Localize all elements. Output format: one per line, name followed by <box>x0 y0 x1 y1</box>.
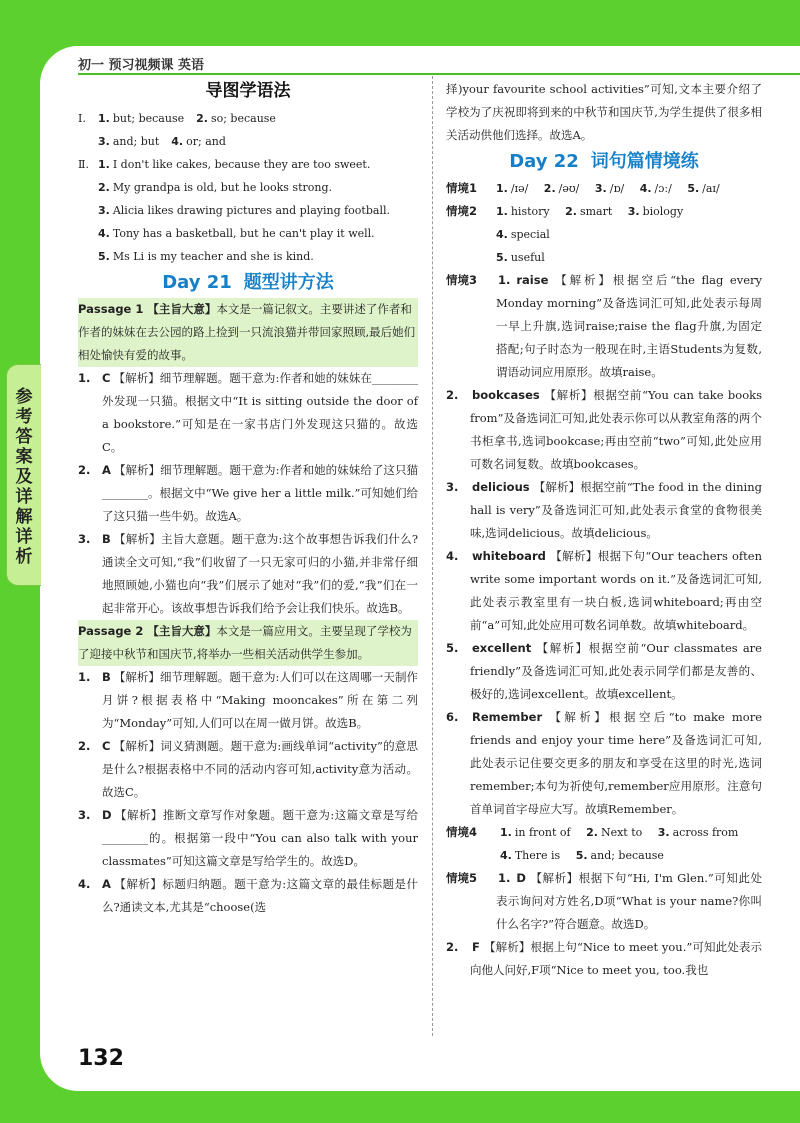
answer-item: 4. A 【解析】标题归纳题。题干意为:这篇文章的最佳标题是什么?通读文本,尤其是“choose(选 <box>78 877 418 914</box>
roman-numeral: Ⅰ. <box>78 112 86 125</box>
situation-1: 情境1 1. /ɪə/ 2. /əʊ/ 3. /ɒ/ 4. /ɔː/ 5. /aɪ/ <box>446 181 720 195</box>
situation-3: 情境3 1. raise 【解析】根据空后“the flag every Monday morning”及备选词汇可知,此处表示每周一早上升旗,选词raise;raise the flag升旗,为固定搭配;句子时态为一般现在时,主语Students为复数,谓语动词应用原形。故填raise。 <box>446 273 762 379</box>
situation-4: 情境4 1. in front of 2. Next to 3. across from 4. There is 5. and; because <box>446 825 739 862</box>
column-divider <box>432 76 433 1036</box>
grammar-sentence: 2. My grandpa is old, but he looks strong. <box>98 181 333 194</box>
grammar-sentence: 4. Tony has a basketball, but he can't play it well. <box>98 227 375 240</box>
running-header: 初一 预习视频课 英语 <box>78 58 205 73</box>
answer-item: 2. bookcases 【解析】根据空前“You can take books from”及备选词汇可知,此处表示你可以从教室角落的两个书柜拿书,选词bookcase;再由空前“two”可知,此处应用可数名词复数。故填bookcases。 <box>446 388 762 471</box>
answer-item: 3. D 【解析】推断文章写作对象题。题干意为:这篇文章是写给________的。根据第一段中“You can also talk with your classmates”可知这篇文章是写给学生的。故选D。 <box>78 808 418 868</box>
day21-title: Day 21 题型讲方法 <box>162 272 334 293</box>
grammar-sentence: Ⅱ. 1. I don't like cakes, because they are too sweet. <box>78 153 418 176</box>
continued-answer: 择)your favourite school activities”可知,文本主要介绍了学校为了庆祝即将到来的中秋节和国庆节,为学生提供了很多相关活动供他们选择。故选A。 <box>446 82 762 142</box>
answer-item: 3. delicious 【解析】根据空前“The food in the dining hall is very”及备选词汇可知,此处表示食堂的食物很美味,选词delicious。故填delicious。 <box>446 480 762 540</box>
answer-item: 2. F 【解析】根据上句“Nice to meet you.”可知此处表示向他人问好,F项“Nice to meet you, too.我也 <box>446 940 762 977</box>
passage1-summary: Passage 1 【主旨大意】本文是一篇记叙文。主要讲述了作者和作者的妹妹在去公园的路上捡到一只流浪猫并带回家照顾,最后她们相处愉快有爱的故事。 <box>78 298 418 367</box>
situation-2: 情境2 1. history 2. smart 3. biology 4. special 5. useful <box>446 204 684 264</box>
situation-5: 情境5 1. D 【解析】根据下句“Hi, I'm Glen.”可知此处表示询问对方姓名,D项“What is your name?你叫什么名字?”符合题意。故选D。 <box>446 871 762 931</box>
answer-item: 2. A 【解析】细节理解题。题干意为:作者和她的妹妹给了这只猫________。根据文中“We give her a little milk.”可知她们给了这只猫一些牛奶。故选A。 <box>78 463 418 523</box>
side-tab-label: 参 考 答 案 及 详 解 详 析 <box>15 387 33 567</box>
answer-item: 5. excellent 【解析】根据空前“Our classmates are friendly”及备选词汇可知,此处表示同学们都是友善的、极好的,选词excellent。故填excellent。 <box>446 641 762 701</box>
grammar-sentence: 3. Alicia likes drawing pictures and playing football. <box>98 204 390 217</box>
grammar-row-2: 3. and; but 4. or; and <box>98 135 226 148</box>
answer-page <box>40 46 800 1091</box>
side-tab <box>6 364 41 586</box>
grammar-sentence: 5. Ms Li is my teacher and she is kind. <box>98 250 314 263</box>
answer-item: 6. Remember 【解析】根据空后“to make more friends and enjoy your time here”及备选词汇可知,此处表示记住要交更多的朋友和享受在这里的时光,选词remember;本句为祈使句,remember应用原形。注意句首单词首字母应大写。故填Remember。 <box>446 710 762 816</box>
answer-item: 1. C 【解析】细节理解题。题干意为:作者和她的妹妹在________外发现一只猫。根据文中“It is sitting outside the door of a bookstore.”可知是在一家书店门外发现这只猫的。故选C。 <box>78 371 418 454</box>
answer-item: 2. C 【解析】词义猜测题。题干意为:画线单词“activity”的意思是什么?根据表格中不同的活动内容可知,activity意为活动。故选C。 <box>78 739 418 799</box>
passage2-summary: Passage 2 【主旨大意】本文是一篇应用文。主要呈现了学校为了迎接中秋节和国庆节,将举办一些相关活动供学生参加。 <box>78 620 418 666</box>
grammar-row-1: Ⅰ. 1. but; because 2. so; because <box>78 107 418 130</box>
right-column <box>446 78 762 982</box>
answer-item: 4. whiteboard 【解析】根据下句“Our teachers often write some important words on it.”及备选词汇可知,此处表示教室里有一块白板,选词whiteboard;再由空前“a”可知,此处应用可数名词单数。故填whiteboard。 <box>446 549 762 632</box>
left-column <box>78 78 418 919</box>
page-number: 132 <box>78 1046 124 1071</box>
roman-numeral: Ⅱ. <box>78 158 89 171</box>
grammar-section-title: 导图学语法 <box>205 81 291 101</box>
day22-title: Day 22 词句篇情境练 <box>509 151 699 172</box>
header-rule <box>78 73 800 75</box>
answer-item: 3. B 【解析】主旨大意题。题干意为:这个故事想告诉我们什么?通读全文可知,“我”们收留了一只无家可归的小猫,并非常仔细地照顾她,小猫也向“我”们展示了她对“我”们的爱,“我”们在一起非常开心。该故事想告诉我们给予会让我们快乐。故选B。 <box>78 532 418 615</box>
answer-item: 1. B 【解析】细节理解题。题干意为:人们可以在这周哪一天制作月饼?根据表格中“Making mooncakes”所在第二列为“Monday”可知,人们可以在周一做月饼。故选B。 <box>78 670 418 730</box>
